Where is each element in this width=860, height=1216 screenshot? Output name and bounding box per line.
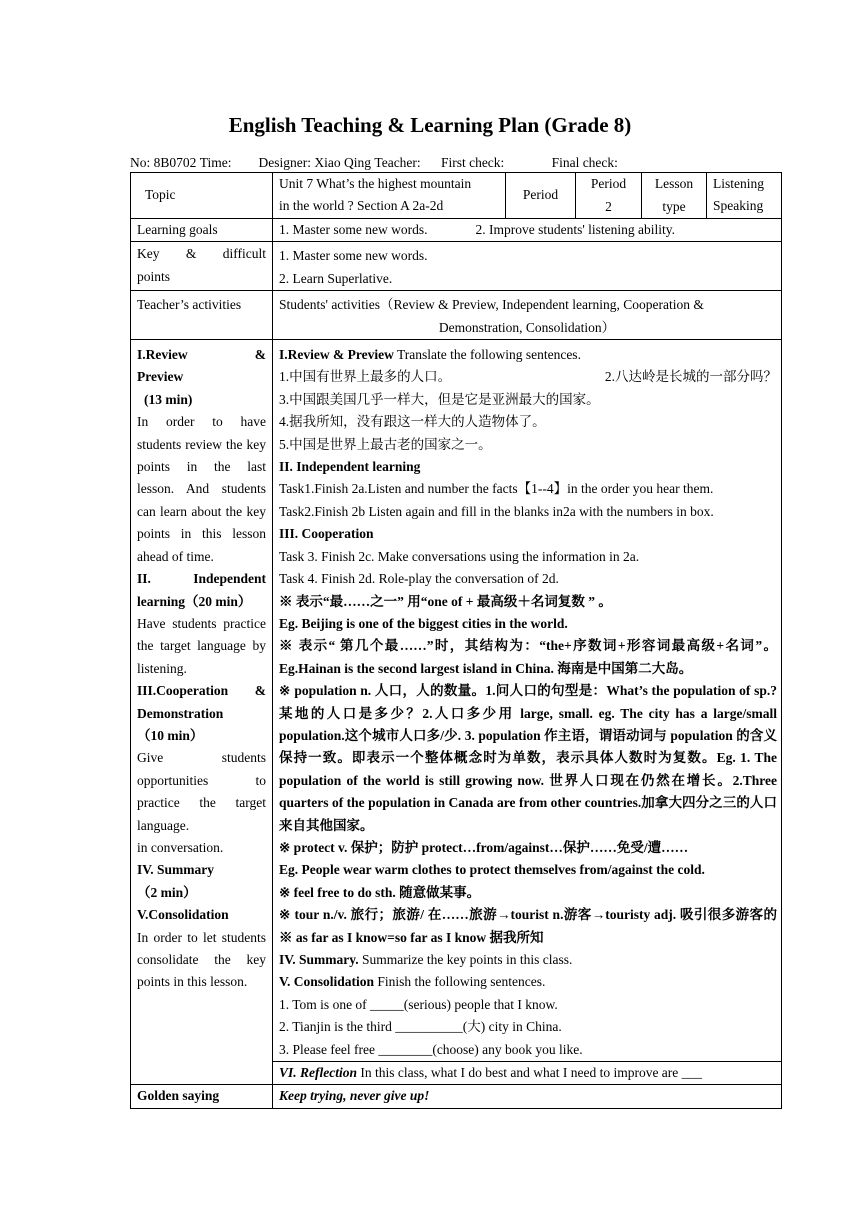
golden-text: Keep trying, never give up! [273, 1085, 782, 1108]
topic-line1: Unit 7 What’s the highest mountain [279, 176, 472, 191]
key-row [131, 242, 782, 291]
key-label-c: difficult [222, 246, 266, 262]
s1-b: & [254, 347, 266, 363]
s3-b: & [254, 683, 266, 699]
s1-a: I.Review [137, 347, 188, 363]
note-4: ※ protect v. 保护；防护 protect…from/against…保护……免受/遭…… [279, 839, 689, 855]
meta-time: Time: [199, 155, 232, 170]
task-2: Task2.Finish 2b Listen again and fill in the blanks in2a with the numbers in box. [279, 503, 714, 519]
golden-label: Golden saying [131, 1085, 273, 1108]
cn-5: 5.中国是世界上最古老的国家之一。 [279, 436, 492, 452]
s2-desc: Have students practice the target language by listening. [137, 615, 266, 676]
s1-time: (13 min) [144, 391, 193, 407]
key-value [273, 242, 782, 291]
lesson-type-l1: Lesson [654, 176, 694, 192]
s4-time: （2 min） [137, 884, 197, 900]
students-activities-l2: Demonstration, Consolidation） [438, 319, 616, 335]
lesson-type-l2: type [662, 198, 686, 214]
con-head: V. Consolidation [279, 974, 375, 990]
goals-value [273, 219, 782, 242]
cn-2: 2.八达岭是长城的一部分吗？ [604, 369, 777, 385]
s3-desc2: in conversation. [137, 839, 224, 855]
goal-2: 2. Improve students' listening ability. [475, 222, 676, 237]
meta-final-check: Final check: [551, 155, 618, 170]
s2-b: Independent [193, 571, 266, 587]
sum-head: IV. Summary. [279, 952, 359, 967]
key-label-a: Key [137, 246, 160, 262]
consolidation-2: 2. Tianjin is the third __________(大) city in China. [279, 1019, 562, 1035]
activities-row [131, 291, 782, 340]
lesson-type-label [642, 173, 707, 219]
teacher-activities-label: Teacher’s activities [131, 291, 273, 340]
meta-first-check: First check: [440, 155, 505, 170]
goals-row [131, 219, 782, 242]
lesson-type-value-l1: Listening [713, 176, 764, 191]
key-point-2: 2. Learn Superlative. [279, 270, 393, 286]
plan-table [130, 172, 782, 1109]
ref-text: In this class, what I do best and what I need to improve are ___ [360, 1065, 702, 1081]
task-3: Task 3. Finish 2c. Make conversations using the information in 2a. [279, 548, 640, 564]
eg-4: Eg. People wear warm clothes to protect themselves from/against the cold. [279, 862, 705, 878]
rp-text: Translate the following sentences. [393, 347, 581, 363]
meta-line [130, 155, 618, 171]
s3-c: Demonstration [137, 705, 224, 721]
students-activities [273, 291, 782, 340]
cn-3: 3.中国跟美国几乎一样大，但是它是亚洲最大的国家。 [279, 391, 600, 407]
golden-row [131, 1085, 782, 1108]
s1-desc: In order to have students review the key points in the last lesson. And students can learn about the key points in this lesson ahead of time. [137, 414, 266, 564]
topic-row [131, 173, 782, 219]
period-value-l2: 2 [605, 198, 612, 214]
topic-value [273, 173, 506, 219]
s5-a: V.Consolidation [137, 907, 229, 923]
sum-text: Summarize the key points in this class. [362, 952, 573, 967]
note-5: ※ feel free to do sth. 随意做某事。 [279, 884, 481, 900]
period-label: Period [506, 173, 576, 219]
key-label-l2: points [137, 268, 171, 284]
goals-label: Learning goals [131, 219, 273, 242]
rp-head: I.Review & Preview [279, 347, 394, 363]
s1-c: Preview [137, 369, 184, 385]
consolidation-1: 1. Tom is one of _____(serious) people that I know. [279, 996, 558, 1012]
note-1: ※ 表示“最……之一” 用“one of + 最高级＋名词复数 ” 。 [279, 593, 612, 609]
il-head: II. Independent learning [279, 459, 421, 475]
cn-1: 1.中国有世界上最多的人口。 [279, 369, 452, 385]
note-3: ※ population n. 人口，人的数量。1.问人口的句型是：What’s the population of sp.?某地的人口是多少？2.人口多少用 large, small. eg. The city has a large/small population.这个城市人口多/少. 3. population 作主语，谓语动词与 population 的含义保持一致。即表示一个整体概念时为单数，表示具体人数时为复数。Eg. 1. The population of the world is still growing now. 世界人口现在仍然在增长。2.Three quarters of the population in Canada are from other countries.加拿大四分之三的人口来自其他国家。 [279, 683, 777, 833]
task-1: Task1.Finish 2a.Listen and number the facts【1--4】in the order you hear them. [279, 481, 714, 497]
meta-designer: Designer: Xiao Qing [258, 155, 372, 170]
ref-head: VI. Reflection [279, 1065, 357, 1081]
co-head: III. Cooperation [279, 526, 374, 542]
key-point-1: 1. Master some new words. [279, 248, 428, 264]
meta-no: No: 8B0702 [130, 155, 197, 170]
goal-1: 1. Master some new words. [279, 222, 428, 237]
s3-time: （10 min） [137, 727, 204, 743]
left-column [131, 340, 273, 1085]
main-row [131, 340, 782, 1085]
period-value-l1: Period [590, 176, 627, 192]
students-activities-l1: Students' activities（Review & Preview, Independent learning, Cooperation & [279, 297, 704, 313]
topic-line2: in the world ? Section A 2a-2d [279, 198, 444, 214]
cn-4: 4.据我所知，没有跟这一样大的人造物体了。 [279, 414, 546, 430]
period-value [576, 173, 642, 219]
note-6: ※ tour n./v. 旅行；旅游/ 在……旅游→tourist n.游客→touristy adj. 吸引很多游客的 ※ as far as I know=so far as I know 据我所知 [279, 907, 777, 945]
key-label-b: & [185, 246, 197, 262]
task-4: Task 4. Finish 2d. Role-play the conversation of 2d. [279, 571, 559, 587]
key-label [131, 242, 273, 291]
meta-teacher: Teacher: [374, 155, 421, 170]
lesson-type-value-l2: Speaking [713, 198, 764, 214]
eg-1: Eg. Beijing is one of the biggest cities in the world. [279, 615, 568, 631]
note-2: ※ 表示“ 第几个最……”时，其结构为：“the+序数词+形容词最高级+名词”。Eg.Hainan is the second largest island in China. 海南是中国第二大岛。 [279, 638, 777, 676]
s5-desc: In order to let students consolidate the key points in this lesson. [137, 929, 266, 990]
consolidation-3: 3. Please feel free ________(choose) any book you like. [279, 1041, 583, 1057]
s3-a: III.Cooperation [137, 683, 229, 699]
right-column [273, 340, 782, 1085]
topic-label: Topic [131, 173, 273, 219]
s2-c: learning（20 min） [137, 593, 252, 609]
doc-title: English Teaching & Learning Plan (Grade 8) [228, 113, 632, 137]
s4-a: IV. Summary [137, 862, 215, 878]
lesson-type-value [707, 173, 782, 219]
s2-a: II. [137, 571, 151, 587]
con-text: Finish the following sentences. [377, 974, 546, 990]
s3-desc: Give students opportunities to practice the target language. [137, 750, 266, 833]
